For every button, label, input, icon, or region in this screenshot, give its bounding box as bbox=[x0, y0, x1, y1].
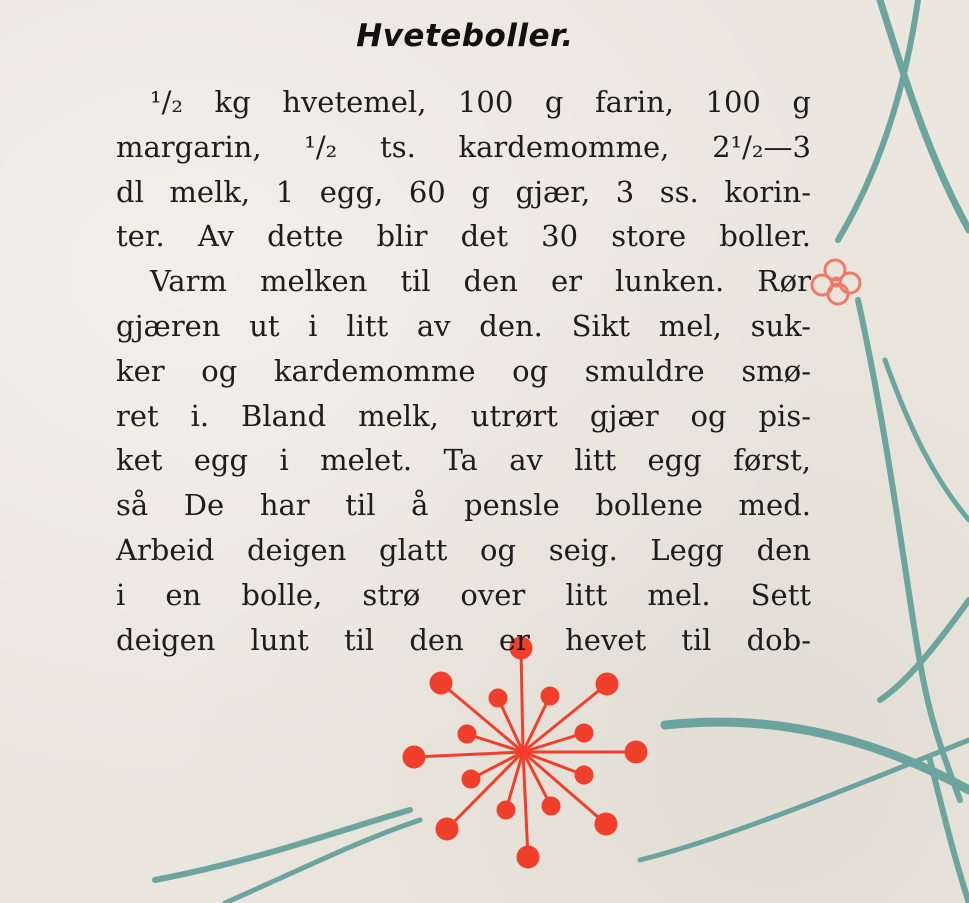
recipe-body bbox=[116, 80, 811, 662]
stem-right-long bbox=[858, 300, 960, 800]
small-flower-icon bbox=[812, 260, 860, 304]
ingredient-line: margarin, ¹/₂ ts. kardemomme, 2¹/₂—3 bbox=[116, 129, 811, 164]
stem-bottom-left bbox=[155, 810, 410, 880]
recipe-title: Hveteboller. bbox=[356, 18, 574, 54]
instruction-line: gjæren ut i litt av den. Sikt mel, suk- bbox=[116, 308, 811, 343]
stem-bottom-upper bbox=[640, 740, 969, 860]
stem-bottom-left-2 bbox=[225, 820, 420, 903]
stem-right-branch bbox=[885, 360, 969, 520]
instruction-line: Arbeid deigen glatt og seig. Legg den bbox=[116, 532, 811, 567]
instruction-line: Varm melken til den er lunken. Rør bbox=[150, 264, 811, 299]
instruction-line: ret i. Bland melk, utrørt gjær og pis- bbox=[116, 398, 811, 433]
ingredient-line: dl melk, 1 egg, 60 g gjær, 3 ss. korin- bbox=[116, 174, 811, 209]
instruction-line: ker og kardemomme og smuldre smø- bbox=[116, 353, 811, 388]
instruction-line: ket egg i melet. Ta av litt egg først, bbox=[116, 443, 811, 478]
ingredient-line: ¹/₂ kg hvetemel, 100 g farin, 100 g bbox=[150, 85, 811, 119]
instruction-line: deigen lunt til den er hevet til dob- bbox=[116, 622, 811, 657]
instruction-line: så De har til å pensle bollene med. bbox=[116, 488, 811, 523]
instruction-line: i en bolle, strø over litt mel. Sett bbox=[116, 577, 811, 612]
red-starburst-flower-icon bbox=[404, 638, 646, 867]
ingredient-line: ter. Av dette blir det 30 store boller. bbox=[116, 219, 811, 254]
